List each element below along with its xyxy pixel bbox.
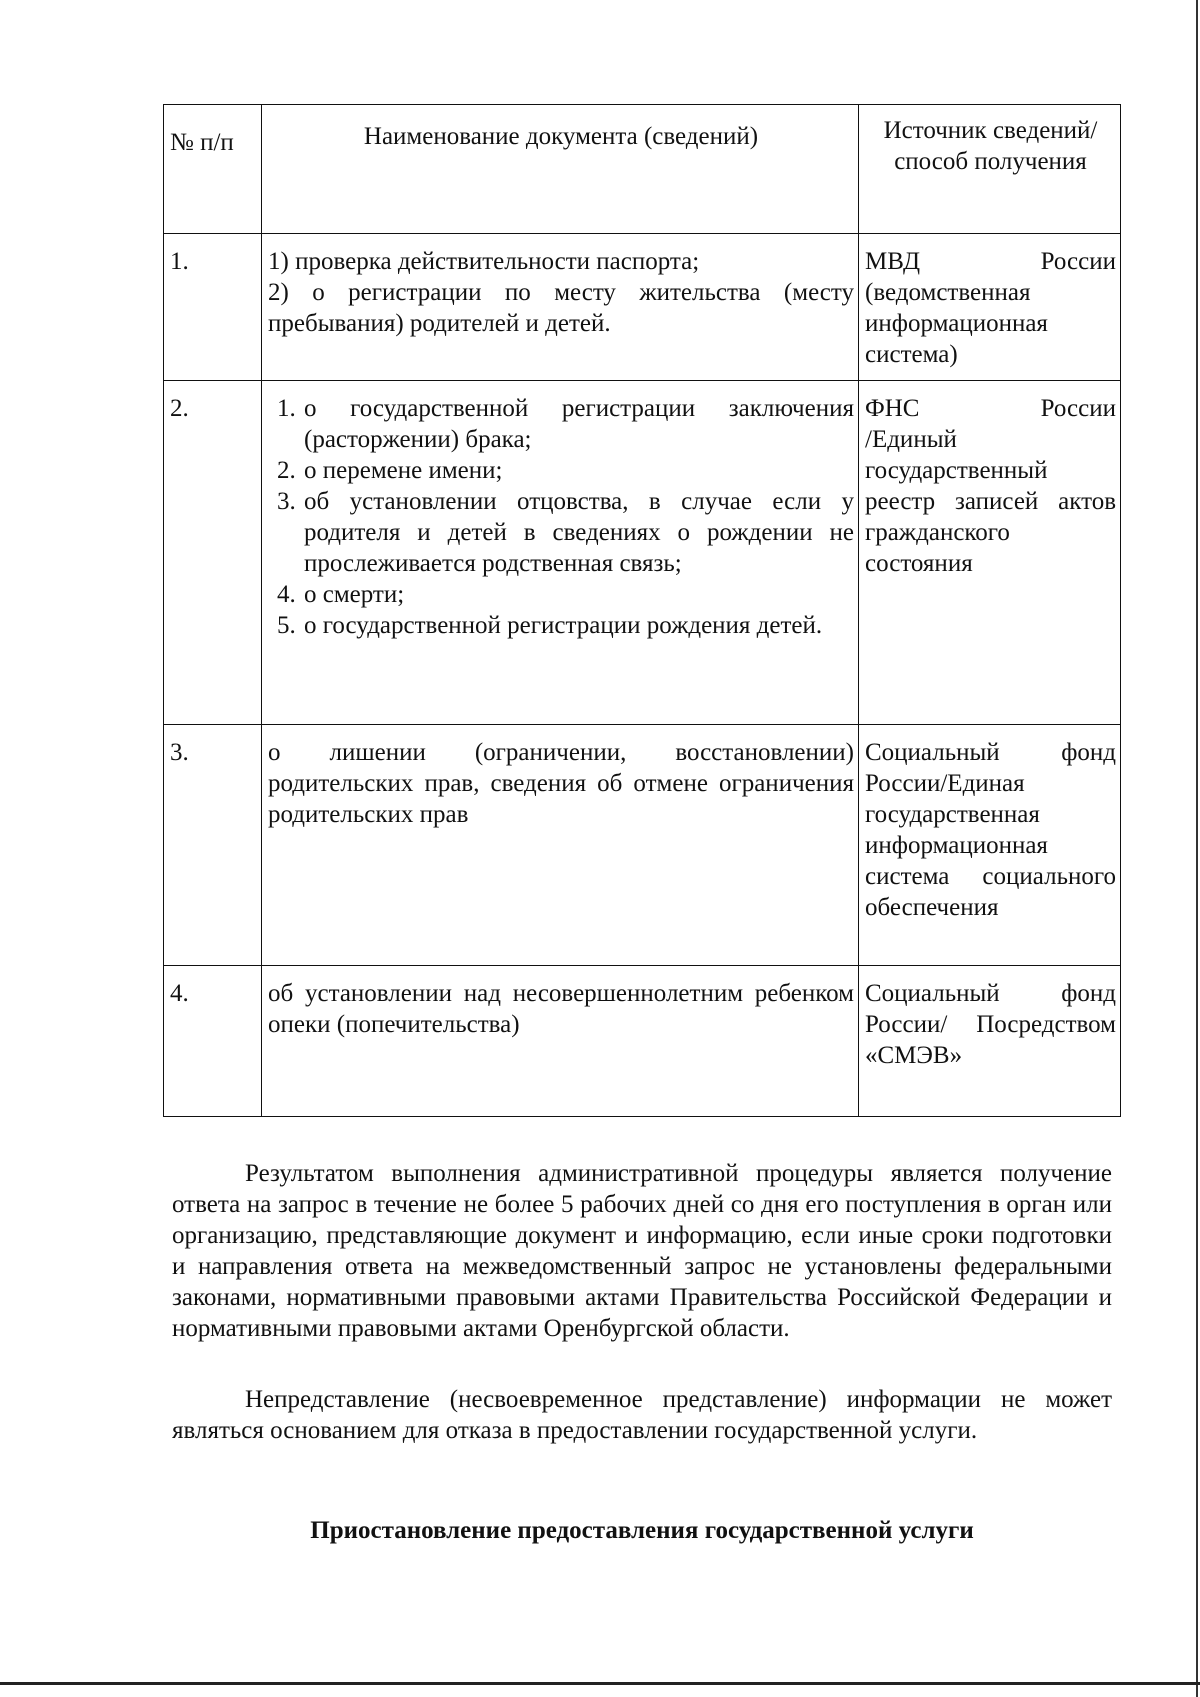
table-row: [164, 381, 1121, 725]
row-number: 1.: [164, 234, 262, 381]
row-number: 4.: [164, 966, 262, 1117]
row-number: 3.: [164, 725, 262, 966]
list-item: 2. о перемене имени;: [302, 455, 854, 486]
row-source: Социальный фонд России/Единая государственная информационная система социального обеспечения: [859, 725, 1121, 966]
row-source: [859, 381, 1121, 725]
row-source-first-line: МВД России: [865, 248, 1116, 275]
table-row: [164, 725, 1121, 966]
row-document-list: [268, 393, 854, 641]
row-document: [262, 234, 859, 381]
row-number: 2.: [164, 381, 262, 725]
result-paragraph: Результатом выполнения административной процедуры является получение ответа на запрос в течение не более 5 рабочих дней со дня его поступления в орган или организацию, представляющие документ и информацию, если иные сроки подготовки и направления ответа на межведомственный запрос не установлены федеральными законами, нормативными правовыми актами Правительства Российской Федерации и нормативными правовыми актами Оренбургской области.: [172, 1160, 1112, 1342]
row-document-line: 2) о регистрации по месту жительства (месту пребывания) родителей и детей.: [268, 279, 854, 337]
header-number: № п/п: [164, 105, 262, 234]
table-row: [164, 966, 1121, 1117]
row-source: Социальный фонд России/ Посредством «СМЭВ»: [859, 966, 1121, 1117]
documents-table: [163, 104, 1121, 1117]
header-source: Источник сведений/способ получения: [859, 105, 1121, 234]
page-edge-bottom: [0, 1682, 1200, 1685]
list-item: 3. об установлении отцовства, в случае если у родителя и детей в сведениях о рождении не прослеживается родственная связь;: [302, 486, 854, 579]
row-source-rest: /Единый государственный реестр записей актов гражданского состояния: [865, 426, 1116, 577]
page-edge-right: [1196, 0, 1198, 1697]
row-source-first-line: ФНС России: [865, 395, 1116, 422]
table-row: [164, 234, 1121, 381]
row-source: [859, 234, 1121, 381]
row-source-rest: (ведомственная информационная система): [865, 279, 1048, 368]
row-document: о лишении (ограничении, восстановлении) родительских прав, сведения об отмене ограничения родительских прав: [262, 725, 859, 966]
table-header-row: [164, 105, 1121, 234]
list-item: 4. о смерти;: [302, 579, 854, 610]
header-document-name: Наименование документа (сведений): [262, 105, 859, 234]
row-document-line: 1) проверка действительности паспорта;: [268, 248, 700, 275]
list-item: 5. о государственной регистрации рождения детей.: [302, 610, 854, 641]
row-document: об установлении над несовершеннолетним ребенком опеки (попечительства): [262, 966, 859, 1117]
non-submission-paragraph: Непредставление (несвоевременное представление) информации не может являться основанием для отказа в предоставлении государственной услуги.: [172, 1386, 1112, 1444]
section-heading: Приостановление предоставления государственной услуги: [310, 1517, 974, 1544]
list-item: 1. о государственной регистрации заключения (расторжении) брака;: [302, 393, 854, 455]
row-document: [262, 381, 859, 725]
